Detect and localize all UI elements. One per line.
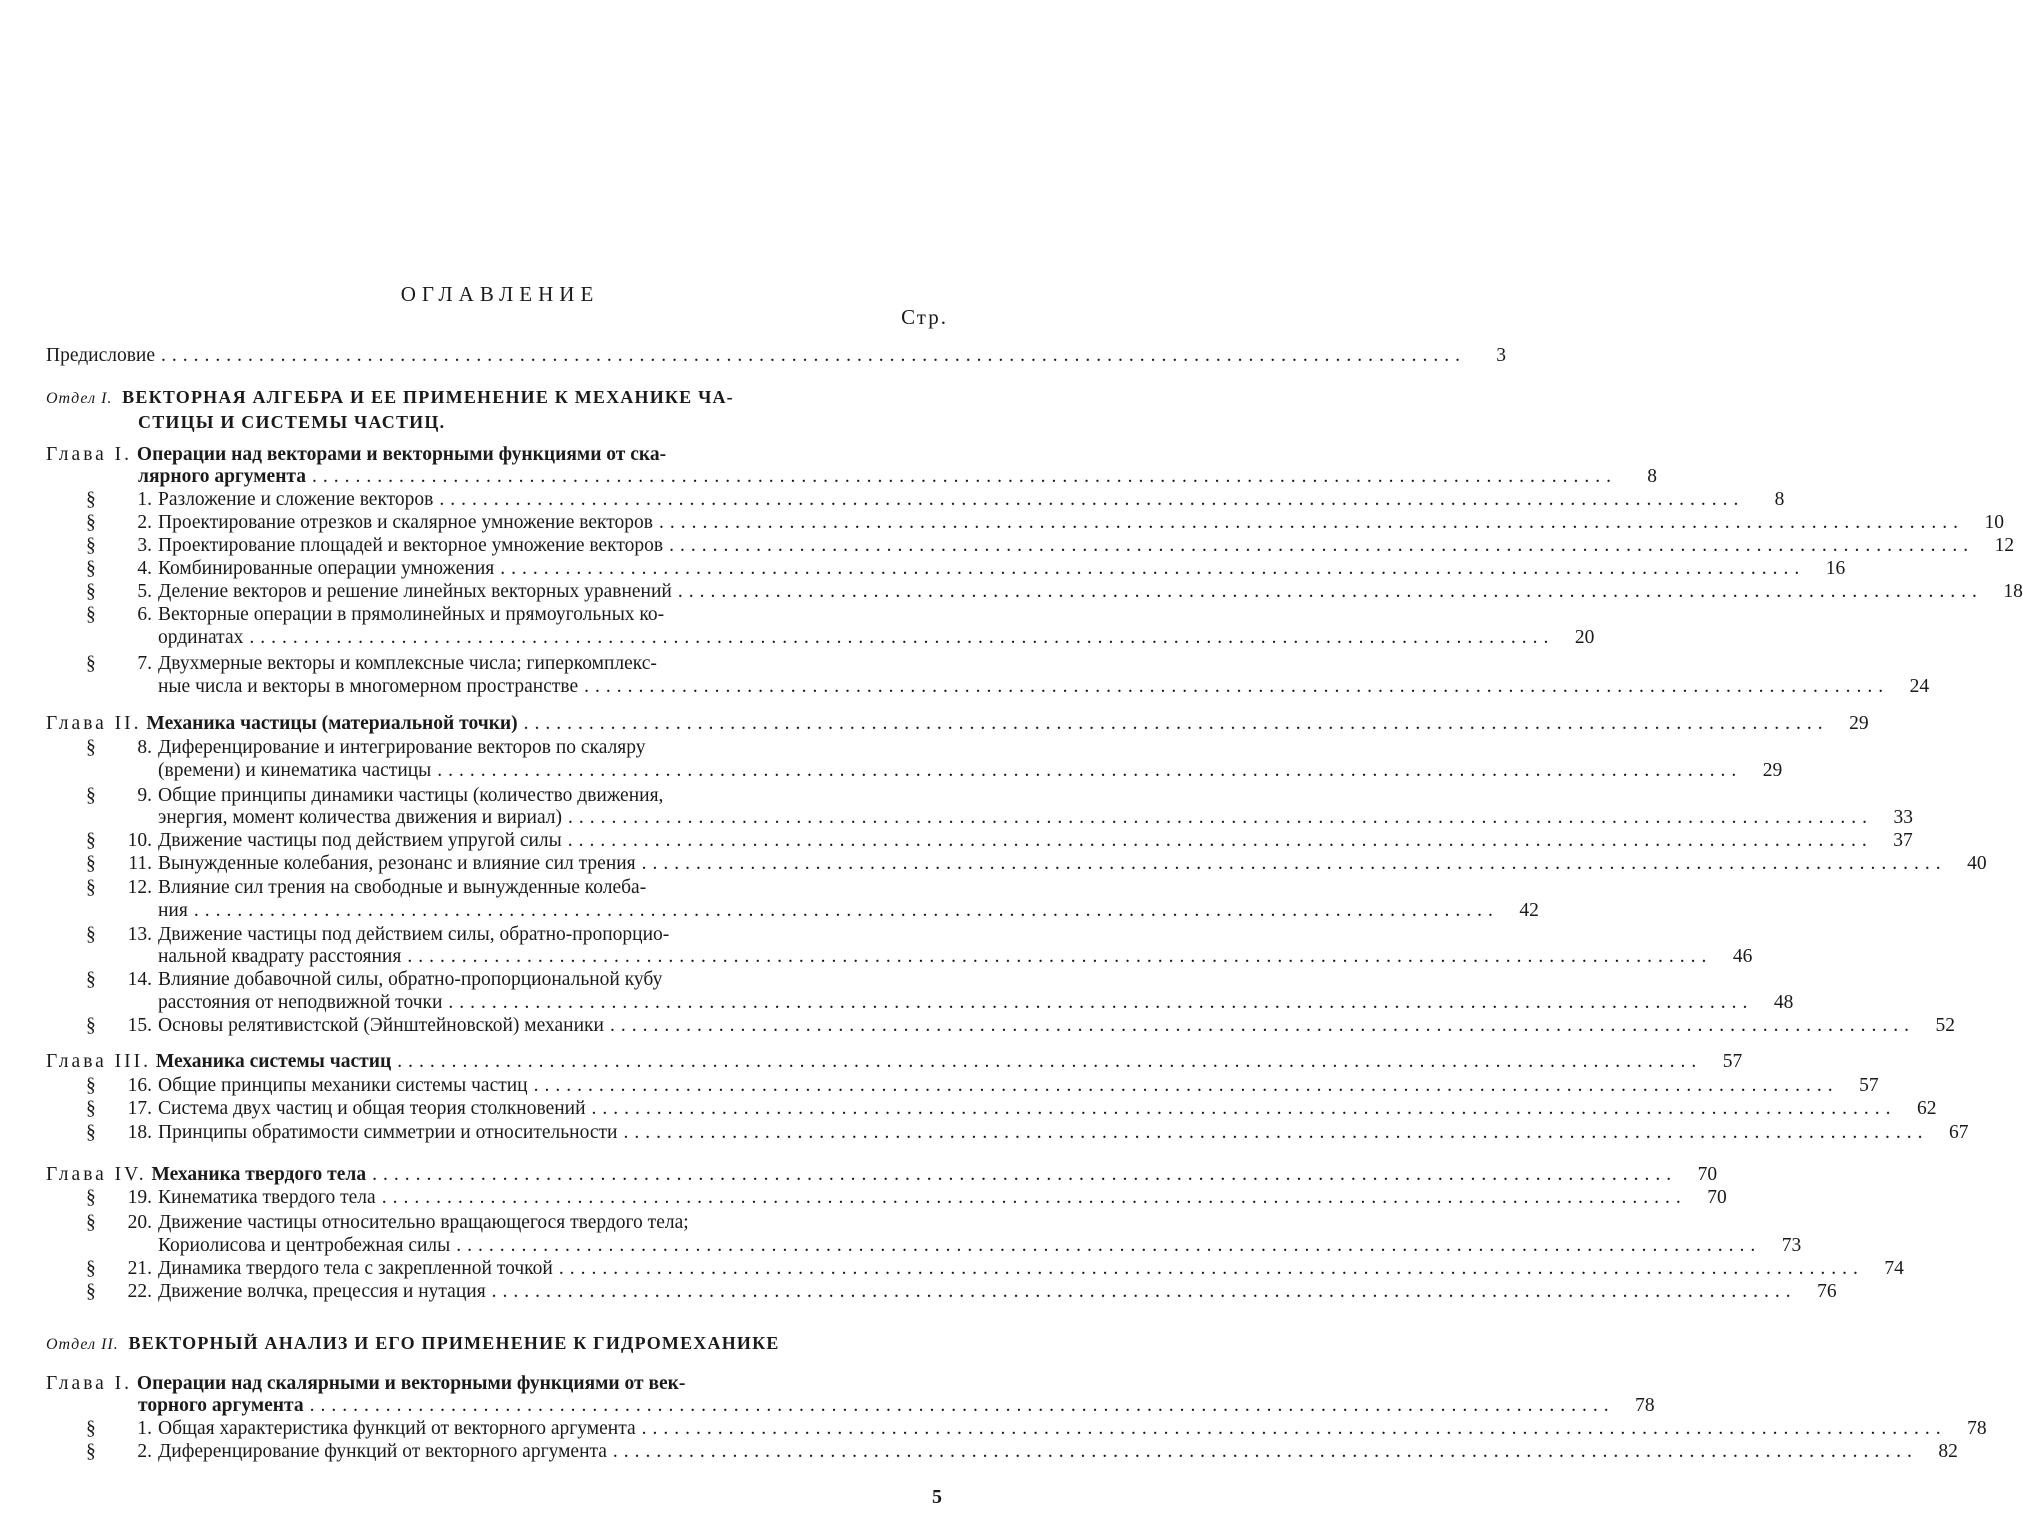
entry-page: 8 (1647, 466, 1657, 487)
leader-dots: ........................................................................................................................ (568, 807, 1873, 828)
leader-dots: ........................................................................................................................ (439, 489, 1745, 510)
leader-dots: ........................................................................................................................ (641, 1418, 1947, 1439)
toc-chapter-2[interactable]: Глава II. Механика частицы (материальной точки) ........................................................................................................................ 29 (46, 713, 1869, 734)
toc-section-9-cont[interactable]: энергия, момент количества движения и вириал) ........................................................................................................................ 33 (158, 807, 1913, 828)
toc-section-17[interactable]: § 17. Система двух частиц и общая теория столкновений ........................................................................................................................ 62 (86, 1098, 1937, 1119)
leader-dots: ........................................................................................................................ (456, 1235, 1762, 1256)
toc-section-3[interactable]: § 3. Проектирование площадей и векторное умножение векторов ........................................................................................................................ 12 (86, 535, 2015, 556)
toc-section-5[interactable]: § 5. Деление векторов и решение линейных векторных уравнений ........................................................................................................................ 18 (86, 581, 2023, 602)
toc-section-12[interactable]: § 12. Влияние сил трения на свободные и вынужденные колеба- (86, 877, 647, 898)
leader-dots: ........................................................................................................................ (381, 1187, 1687, 1208)
toc-section-18[interactable]: § 18. Принципы обратимости симметрии и относительности ........................................................................................................................ 67 (86, 1122, 1969, 1143)
toc-section-16[interactable]: § 16. Общие принципы механики системы частиц ........................................................................................................................ 57 (86, 1075, 1879, 1096)
page-column-label: Стр. (901, 305, 948, 329)
leader-dots: ........................................................................................................................ (491, 1281, 1797, 1302)
toc-section-20[interactable]: § 20. Движение частицы относительно вращающегося твердого тела; (86, 1212, 689, 1233)
toc-section-19[interactable]: § 19. Кинематика твердого тела ........................................................................................................................ 70 (86, 1187, 1727, 1208)
leader-dots: ........................................................................................................................ (161, 345, 1467, 366)
toc-section-4[interactable]: § 4. Комбинированные операции умножения ........................................................................................................................ 16 (86, 558, 1846, 579)
leader-dots: ........................................................................................................................ (309, 1395, 1615, 1416)
leader-dots: ........................................................................................................................ (677, 581, 1983, 602)
leader-dots: ........................................................................................................................ (609, 1015, 1915, 1036)
leader-dots: ........................................................................................................................ (558, 1258, 1864, 1279)
leader-dots: ........................................................................................................................ (523, 713, 1829, 734)
toc-section-6-cont[interactable]: ординатах ........................................................................................................................ 20 (158, 627, 1595, 648)
toc-chapter-4[interactable]: Глава IV. Механика твердого тела ........................................................................................................................ 70 (46, 1164, 1718, 1185)
toc-section-7-cont[interactable]: ные числа и векторы в многомерном пространстве ........................................................................................................................ 24 (158, 676, 1930, 697)
entry-text: Предисловие (46, 345, 156, 366)
toc-section-d2-1[interactable]: § 1. Общая характеристика функций от векторного аргумента ........................................................................................................................ 78 (86, 1418, 1987, 1439)
toc-chapter-1[interactable]: Глава I. Операции над векторами и векторными функциями от ска- (46, 444, 667, 465)
leader-dots: ........................................................................................................................ (612, 1441, 1918, 1462)
leader-dots: ........................................................................................................................ (407, 946, 1713, 967)
entry-page: 3 (1496, 345, 1507, 366)
dept-title: ВЕКТОРНАЯ АЛГЕБРА И ЕЕ ПРИМЕНЕНИЕ К МЕХАНИКЕ ЧА- (122, 387, 734, 407)
leader-dots: ........................................................................................................................ (312, 466, 1617, 487)
dept-title: ВЕКТОРНЫЙ АНАЛИЗ И ЕГО ПРИМЕНЕНИЕ К ГИДРОМЕХАНИКЕ (128, 1333, 780, 1353)
toc-chapter-5-cont[interactable]: торного аргумента ........................................................................................................................ 78 (138, 1395, 1655, 1416)
toc-section-8-cont[interactable]: (времени) и кинематика частицы ........................................................................................................................ 29 (158, 760, 1783, 781)
toc-section-22[interactable]: § 22. Движение волчка, прецессия и нутация ........................................................................................................................ 76 (86, 1281, 1837, 1302)
toc-section-7[interactable]: § 7. Двухмерные векторы и комплексные числа; гиперкомплекс- (86, 653, 657, 674)
leader-dots: ........................................................................................................................ (623, 1122, 1929, 1143)
page-number: 5 (932, 1486, 942, 1508)
toc-section-13-cont[interactable]: нальной квадрату расстояния ........................................................................................................................ 46 (158, 946, 1753, 967)
page-title: ОГЛАВЛЕНИЕ (400, 282, 600, 306)
leader-dots: ........................................................................................................................ (669, 535, 1975, 556)
section-heading-dept1-cont: СТИЦЫ И СИСТЕМЫ ЧАСТИЦ. (138, 412, 446, 432)
toc-section-1[interactable]: § 1. Разложение и сложение векторов ........................................................................................................................ 8 (86, 489, 1785, 510)
chapter-prefix: Глава I. (46, 444, 133, 465)
toc-chapter-3[interactable]: Глава III. Механика системы частиц ........................................................................................................................ 57 (46, 1051, 1743, 1072)
toc-section-14-cont[interactable]: расстояния от неподвижной точки ........................................................................................................................ 48 (158, 992, 1794, 1013)
toc-section-d2-2[interactable]: § 2. Диференцирование функций от векторного аргумента ........................................................................................................................ 82 (86, 1441, 1958, 1462)
toc-chapter-5[interactable]: Глава I. Операции над скалярными и векторными функциями от век- (46, 1373, 686, 1394)
toc-section-9[interactable]: § 9. Общие принципы динамики частицы (количество движения, (86, 785, 664, 806)
leader-dots: ........................................................................................................................ (397, 1051, 1703, 1072)
section-heading-dept2 (46, 1331, 954, 1355)
toc-section-20-cont[interactable]: Кориолисова и центробежная силы ........................................................................................................................ 73 (158, 1235, 1802, 1256)
leader-dots: ........................................................................................................................ (372, 1164, 1678, 1185)
leader-dots: ........................................................................................................................ (641, 853, 1947, 874)
toc-section-10[interactable]: § 10. Движение частицы под действием упругой силы ........................................................................................................................ 37 (86, 830, 1913, 851)
leader-dots: ........................................................................................................................ (584, 676, 1890, 697)
toc-section-13[interactable]: § 13. Движение частицы под действием силы, обратно-пропорцио- (86, 924, 670, 945)
leader-dots: ........................................................................................................................ (567, 830, 1873, 851)
leader-dots: ........................................................................................................................ (591, 1098, 1897, 1119)
toc-entry-preface[interactable] (46, 344, 1507, 368)
section-heading-dept1 (46, 385, 954, 409)
toc-section-2[interactable]: § 2. Проектирование отрезков и скалярное умножение векторов ........................................................................................................................ 10 (86, 512, 2004, 533)
toc-section-21[interactable]: § 21. Динамика твердого тела с закрепленной точкой ........................................................................................................................ 74 (86, 1258, 1904, 1279)
leader-dots: ........................................................................................................................ (500, 558, 1806, 579)
leader-dots: ........................................................................................................................ (437, 760, 1743, 781)
leader-dots: ........................................................................................................................ (249, 627, 1555, 648)
toc-section-14[interactable]: § 14. Влияние добавочной силы, обратно-пропорциональной кубу (86, 969, 663, 990)
leader-dots: ........................................................................................................................ (193, 900, 1499, 921)
dept-prefix: Отдел II. (46, 1336, 119, 1353)
toc-section-8[interactable]: § 8. Диференцирование и интегрирование векторов по скаляру (86, 737, 646, 758)
toc-section-15[interactable]: § 15. Основы релятивистской (Эйнштейновской) механики ........................................................................................................................ 52 (86, 1015, 1955, 1036)
dept-prefix: Отдел I. (46, 390, 113, 407)
toc-chapter-1-cont[interactable]: лярного аргумента ........................................................................................................................ 8 (138, 466, 1657, 487)
toc-section-6[interactable]: § 6. Векторные операции в прямолинейных и прямоугольных ко- (86, 604, 665, 625)
toc-section-11[interactable]: § 11. Вынужденные колебания, резонанс и влияние сил трения ........................................................................................................................ 40 (86, 853, 1987, 874)
toc-section-12-cont[interactable]: ния ........................................................................................................................ 42 (158, 900, 1539, 921)
leader-dots: ........................................................................................................................ (448, 992, 1754, 1013)
leader-dots: ........................................................................................................................ (533, 1075, 1839, 1096)
leader-dots: ........................................................................................................................ (658, 512, 1964, 533)
